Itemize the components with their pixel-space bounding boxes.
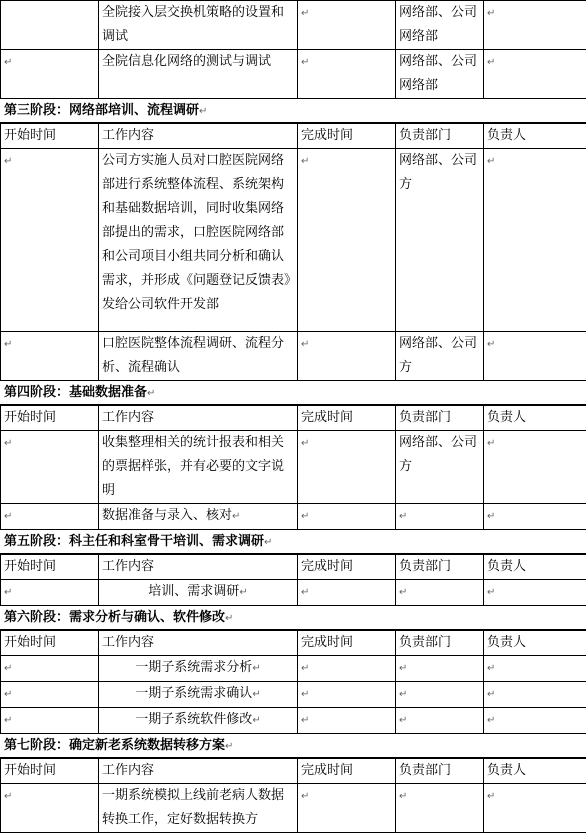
table-row — [1, 784, 586, 833]
owner-cell: ↵ — [484, 431, 586, 504]
header-row — [1, 124, 586, 149]
header-start-time: 开始时间 — [1, 631, 99, 656]
dept-cell: 网络部、公司方 — [396, 332, 484, 381]
owner-cell: ↵ — [484, 580, 586, 606]
finish-time-cell: ↵ — [298, 504, 396, 530]
finish-time-cell: ↵ — [298, 682, 396, 708]
start-time-cell: ↵ — [1, 580, 99, 606]
owner-cell: ↵ — [484, 332, 586, 381]
work-content-cell: 全院信息化网络的测试与调试 — [99, 50, 298, 99]
header-finish-time: 完成时间 — [298, 759, 396, 784]
table-row — [1, 580, 586, 606]
start-time-cell: ↵ — [1, 50, 99, 99]
phase-table — [0, 758, 586, 833]
owner-cell: ↵ — [484, 1, 586, 50]
top-table — [0, 0, 586, 99]
work-content-cell: 一期子系统软件修改↵ — [99, 708, 298, 734]
dept-cell: 网络部、公司方 — [396, 149, 484, 332]
finish-time-cell: ↵ — [298, 656, 396, 682]
dept-cell: ↵ — [396, 682, 484, 708]
start-time-cell: ↵ — [1, 332, 99, 381]
finish-time-cell: ↵ — [298, 431, 396, 504]
dept-cell: ↵ — [396, 708, 484, 734]
dept-cell: ↵ — [396, 784, 484, 833]
dept-cell: ↵ — [396, 580, 484, 606]
start-time-cell: ↵ — [1, 504, 99, 530]
phase-title: 第六阶段：需求分析与确认、软件修改↵ — [0, 606, 586, 630]
finish-time-cell: ↵ — [298, 580, 396, 606]
header-finish-time: 完成时间 — [298, 631, 396, 656]
work-content-cell: 口腔医院整体流程调研、流程分析、流程确认 — [99, 332, 298, 381]
finish-time-cell: ↵ — [298, 50, 396, 99]
phase-table — [0, 554, 586, 606]
work-content-cell: 收集整理相关的统计报表和相关的票据样张，并有必要的文字说明 — [99, 431, 298, 504]
owner-cell: ↵ — [484, 682, 586, 708]
owner-cell: ↵ — [484, 784, 586, 833]
header-finish-time: 完成时间 — [298, 555, 396, 580]
owner-cell: ↵ — [484, 50, 586, 99]
phase-table — [0, 405, 586, 530]
header-dept: 负责部门 — [396, 759, 484, 784]
owner-cell: ↵ — [484, 656, 586, 682]
header-work-content: 工作内容 — [99, 759, 298, 784]
work-content-cell: 培训、需求调研↵ — [99, 580, 298, 606]
header-owner: 负责人 — [484, 631, 586, 656]
header-dept: 负责部门 — [396, 406, 484, 431]
phase-title: 第五阶段：科主任和科室骨干培训、需求调研↵ — [0, 530, 586, 554]
work-content-cell: 全院接入层交换机策略的设置和调试 — [99, 1, 298, 50]
header-work-content: 工作内容 — [99, 124, 298, 149]
phase-title: 第四阶段：基础数据准备↵ — [0, 381, 586, 405]
start-time-cell: ↵ — [1, 682, 99, 708]
dept-cell: 网络部、公司方 — [396, 431, 484, 504]
work-content-cell: 数据准备与录入、核对↵ — [99, 504, 298, 530]
start-time-cell: ↵ — [1, 708, 99, 734]
header-start-time: 开始时间 — [1, 555, 99, 580]
header-work-content: 工作内容 — [99, 555, 298, 580]
finish-time-cell: ↵ — [298, 1, 396, 50]
start-time-cell: ↵ — [1, 149, 99, 332]
table-row — [1, 431, 586, 504]
header-dept: 负责部门 — [396, 124, 484, 149]
header-owner: 负责人 — [484, 555, 586, 580]
dept-cell: ↵ — [396, 504, 484, 530]
work-content-cell: 一期子系统需求分析↵ — [99, 656, 298, 682]
dept-cell: ↵ — [396, 656, 484, 682]
header-owner: 负责人 — [484, 124, 586, 149]
owner-cell: ↵ — [484, 504, 586, 530]
header-row — [1, 759, 586, 784]
work-content-cell: 一期系统模拟上线前老病人数据转换工作，定好数据转换方 — [99, 784, 298, 833]
header-finish-time: 完成时间 — [298, 406, 396, 431]
header-dept: 负责部门 — [396, 555, 484, 580]
header-dept: 负责部门 — [396, 631, 484, 656]
finish-time-cell: ↵ — [298, 332, 396, 381]
header-row — [1, 631, 586, 656]
header-start-time: 开始时间 — [1, 406, 99, 431]
header-start-time: 开始时间 — [1, 759, 99, 784]
header-work-content: 工作内容 — [99, 406, 298, 431]
header-start-time: 开始时间 — [1, 124, 99, 149]
dept-cell: 网络部、公司网络部 — [396, 50, 484, 99]
table-row — [1, 656, 586, 682]
dept-cell: 网络部、公司网络部 — [396, 1, 484, 50]
finish-time-cell: ↵ — [298, 784, 396, 833]
owner-cell: ↵ — [484, 149, 586, 332]
header-owner: 负责人 — [484, 759, 586, 784]
table-row — [1, 332, 586, 381]
table-row — [1, 708, 586, 734]
start-time-cell: ↵ — [1, 784, 99, 833]
header-owner: 负责人 — [484, 406, 586, 431]
finish-time-cell: ↵ — [298, 708, 396, 734]
phase-title: 第三阶段：网络部培训、流程调研↵ — [0, 99, 586, 123]
phase-table — [0, 123, 586, 381]
start-time-cell: ↵ — [1, 656, 99, 682]
work-content-cell: 一期子系统需求确认↵ — [99, 682, 298, 708]
start-time-cell — [1, 1, 99, 50]
table-row — [1, 504, 586, 530]
header-work-content: 工作内容 — [99, 631, 298, 656]
table-row — [1, 1, 586, 50]
table-row — [1, 682, 586, 708]
table-row — [1, 149, 586, 332]
phase-table — [0, 630, 586, 734]
header-row — [1, 406, 586, 431]
header-finish-time: 完成时间 — [298, 124, 396, 149]
finish-time-cell: ↵ — [298, 149, 396, 332]
table-row — [1, 50, 586, 99]
owner-cell: ↵ — [484, 708, 586, 734]
start-time-cell: ↵ — [1, 431, 99, 504]
header-row — [1, 555, 586, 580]
work-content-cell: 公司方实施人员对口腔医院网络部进行系统整体流程、系统架构和基础数据培训，同时收集网络部提出的需求，口腔医院网络部和公司项目小组共同分析和确认需求，并形成《问题登记反馈表》发给公司软件开发部 — [99, 149, 298, 332]
phase-title: 第七阶段：确定新老系统数据转移方案↵ — [0, 734, 586, 758]
